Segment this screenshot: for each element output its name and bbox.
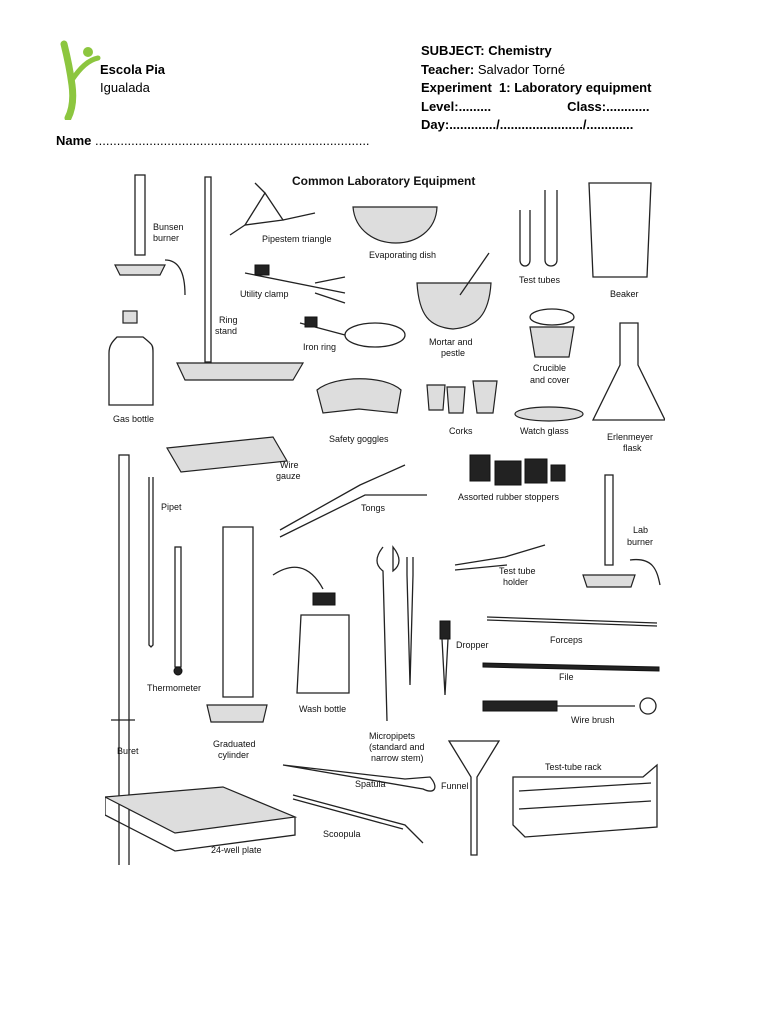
school-name-line2: Igualada bbox=[100, 80, 150, 95]
label-ring-stand-1: Ring bbox=[219, 315, 238, 325]
figure-title: Common Laboratory Equipment bbox=[292, 174, 476, 188]
forceps-drawing bbox=[487, 617, 657, 626]
safety-goggles-drawing bbox=[317, 379, 401, 413]
label-wire-brush: Wire brush bbox=[571, 715, 615, 725]
label-lab-burner-2: burner bbox=[627, 537, 654, 547]
label-watch-glass: Watch glass bbox=[520, 426, 569, 436]
micropipets-drawing bbox=[377, 547, 413, 721]
experiment-value: 1: Laboratory equipment bbox=[499, 80, 652, 95]
funnel-drawing bbox=[449, 741, 499, 855]
well-plate-drawing bbox=[105, 787, 295, 851]
watch-glass-drawing bbox=[515, 407, 583, 421]
label-spatula: Spatula bbox=[355, 779, 386, 789]
label-well-plate: 24-well plate bbox=[211, 845, 262, 855]
label-beaker: Beaker bbox=[610, 289, 639, 299]
label-rubber-stoppers: Assorted rubber stoppers bbox=[458, 492, 560, 502]
corks-drawing bbox=[427, 381, 497, 413]
school-logo-icon bbox=[58, 40, 103, 120]
label-buret: Buret bbox=[117, 746, 139, 756]
label-utility-clamp: Utility clamp bbox=[240, 289, 289, 299]
level-class-row bbox=[421, 98, 741, 117]
label-dropper: Dropper bbox=[456, 640, 489, 650]
subject-value: Chemistry bbox=[488, 43, 552, 58]
experiment-label: Experiment bbox=[421, 80, 492, 95]
graduated-cylinder-drawing bbox=[207, 527, 267, 722]
label-bunsen-burner-1: Bunsen bbox=[153, 222, 184, 232]
label-wire-gauze-1: Wire bbox=[280, 460, 299, 470]
label-wash-bottle: Wash bottle bbox=[299, 704, 347, 714]
worksheet-meta bbox=[421, 42, 741, 135]
school-name-line1: Escola Pia bbox=[100, 62, 166, 77]
label-bunsen-burner-2: burner bbox=[153, 233, 180, 243]
crucible-drawing bbox=[530, 309, 574, 357]
label-corks: Corks bbox=[449, 426, 473, 436]
teacher-value: Salvador Torné bbox=[477, 61, 566, 77]
label-forceps: Forceps bbox=[550, 635, 583, 645]
label-crucible-1: Crucible bbox=[533, 363, 567, 373]
label-erlenmeyer-1: Erlenmeyer bbox=[607, 432, 654, 442]
test-tubes-drawing bbox=[520, 190, 557, 266]
test-tube-rack-drawing bbox=[513, 765, 657, 837]
erlenmeyer-flask-drawing bbox=[593, 323, 665, 420]
label-micropipets-2: (standard and bbox=[369, 742, 425, 752]
day-label: Day: bbox=[421, 117, 450, 132]
label-micropipets-3: narrow stem) bbox=[371, 753, 424, 763]
label-file: File bbox=[559, 672, 574, 682]
subject-label: SUBJECT: bbox=[421, 43, 485, 58]
label-funnel: Funnel bbox=[441, 781, 469, 791]
beaker-drawing bbox=[589, 183, 651, 277]
label-graduated-2: cylinder bbox=[218, 750, 250, 760]
pipestem-triangle-drawing bbox=[230, 183, 315, 235]
rubber-stoppers-drawing bbox=[470, 455, 565, 485]
label-ring-stand-2: stand bbox=[215, 326, 238, 336]
level-label: Level: bbox=[421, 98, 459, 114]
label-mortar-1: Mortar and bbox=[429, 337, 473, 347]
dropper-drawing bbox=[440, 621, 450, 695]
wire-brush-drawing bbox=[483, 698, 656, 714]
name-field[interactable]: ............................................................................ bbox=[95, 133, 370, 148]
label-gas-bottle: Gas bottle bbox=[113, 414, 155, 424]
school-name bbox=[100, 61, 165, 97]
day-row bbox=[421, 116, 741, 135]
subject-row bbox=[421, 42, 741, 61]
label-micropipets-1: Micropipets bbox=[369, 731, 416, 741]
level-field[interactable]: ......... bbox=[458, 98, 492, 114]
gas-bottle-drawing bbox=[109, 311, 153, 405]
pipet-drawing bbox=[149, 477, 153, 647]
lab-burner-drawing bbox=[583, 475, 660, 587]
label-tongs: Tongs bbox=[361, 503, 386, 513]
evaporating-dish-drawing bbox=[353, 207, 437, 243]
ring-stand-drawing bbox=[177, 177, 303, 380]
teacher-row bbox=[421, 61, 741, 80]
thermometer-drawing bbox=[174, 547, 182, 675]
experiment-row bbox=[421, 79, 741, 98]
label-iron-ring: Iron ring bbox=[303, 342, 337, 352]
label-graduated-1: Graduated bbox=[213, 739, 256, 749]
day-field[interactable]: ............./......................./............. bbox=[449, 117, 634, 132]
teacher-label: Teacher: bbox=[421, 61, 475, 77]
wire-gauze-drawing bbox=[167, 437, 287, 472]
tongs-drawing bbox=[280, 465, 427, 537]
label-test-tube-holder-1: Test tube bbox=[499, 566, 536, 576]
label-test-tube-rack: Test-tube rack bbox=[545, 762, 602, 772]
label-wire-gauze-2: gauze bbox=[276, 471, 301, 481]
mortar-pestle-drawing bbox=[417, 253, 491, 329]
name-row bbox=[56, 133, 370, 148]
label-safety-goggles: Safety goggles bbox=[329, 434, 389, 444]
file-drawing bbox=[483, 663, 659, 671]
wash-bottle-drawing bbox=[273, 567, 349, 693]
label-evaporating-dish: Evaporating dish bbox=[369, 250, 437, 260]
label-mortar-2: pestle bbox=[441, 348, 466, 358]
label-test-tube-holder-2: holder bbox=[503, 577, 529, 587]
label-thermometer: Thermometer bbox=[147, 683, 202, 693]
class-label: Class: bbox=[567, 98, 607, 114]
name-label: Name bbox=[56, 133, 92, 148]
label-pipestem-triangle: Pipestem triangle bbox=[262, 234, 332, 244]
lab-equipment-figure bbox=[105, 165, 665, 865]
label-erlenmeyer-2: flask bbox=[623, 443, 642, 453]
label-pipet: Pipet bbox=[161, 502, 182, 512]
class-field[interactable]: ............ bbox=[606, 98, 650, 114]
label-scoopula: Scoopula bbox=[323, 829, 361, 839]
label-crucible-2: and cover bbox=[530, 375, 570, 385]
label-test-tubes: Test tubes bbox=[519, 275, 561, 285]
label-lab-burner-1: Lab bbox=[633, 525, 649, 535]
